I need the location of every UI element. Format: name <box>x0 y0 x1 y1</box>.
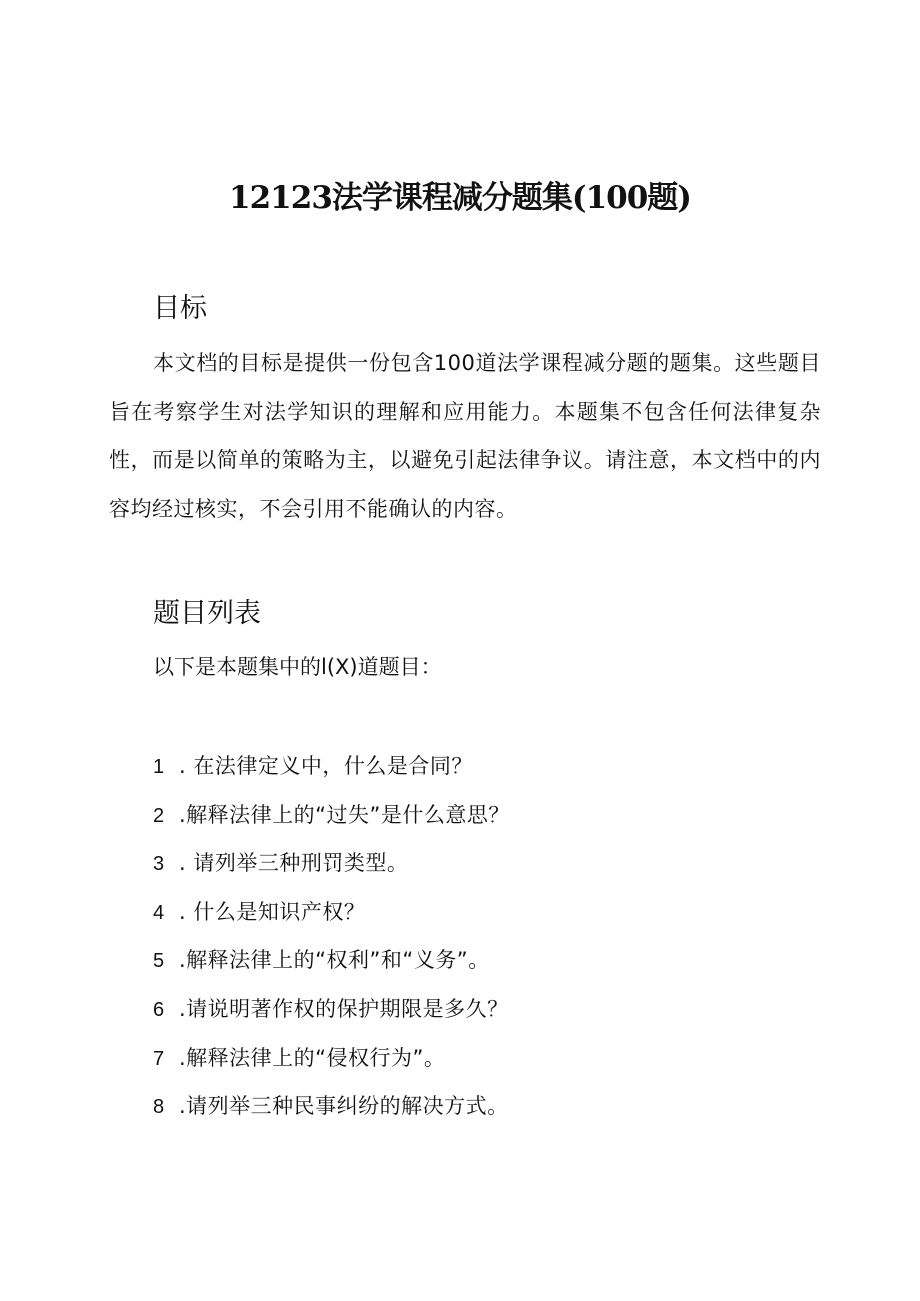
question-number: 1 <box>153 756 165 778</box>
list-item <box>153 839 510 888</box>
question-number: 6 <box>153 998 165 1021</box>
question-text: . 在法律定义中，什么是合同？ <box>179 754 473 778</box>
section-heading-goal: 目标 <box>153 293 207 324</box>
list-item <box>153 936 510 985</box>
question-number: 7 <box>153 1047 165 1070</box>
question-text: .请说明著作权的保护期限是多久？ <box>179 996 509 1021</box>
question-text: .解释法律上的“权利”和“义务”。 <box>179 948 490 973</box>
question-number: 2 <box>153 804 165 827</box>
question-number: 3 <box>153 853 165 876</box>
list-item <box>153 742 510 791</box>
document-title: 12123法学课程减分题集(100题) <box>229 180 691 216</box>
list-item <box>153 985 510 1034</box>
list-item <box>153 791 510 840</box>
question-text: .请列举三种民事纠纷的解决方式。 <box>179 1094 509 1119</box>
list-item <box>153 1082 510 1131</box>
question-number: 5 <box>153 950 165 973</box>
goal-paragraph: 本文档的目标是提供一份包含100道法学课程减分题的题集。这些题目旨在考察学生对法学知识的理解和应用能力。本题集不包含任何法律复杂性，而是以简单的策略为主，以避免引起法律争议。请注意，本文档中的内容均经过核实，不会引用不能确认的内容。 <box>109 351 821 521</box>
question-list <box>153 742 510 1131</box>
question-text: .解释法律上的“侵权行为”。 <box>179 1045 446 1070</box>
question-text: . 什么是知识产权？ <box>179 899 366 924</box>
section-heading-question-list: 题目列表 <box>153 598 261 629</box>
question-text: .解释法律上的“过失”是什么意思？ <box>179 802 510 827</box>
question-text: . 请列举三种刑罚类型。 <box>179 851 409 876</box>
question-number: 4 <box>153 901 165 924</box>
question-list-intro: 以下是本题集中的l(X)道题目： <box>153 655 442 679</box>
list-item <box>153 888 510 937</box>
list-item <box>153 1034 510 1083</box>
question-number: 8 <box>153 1096 165 1119</box>
